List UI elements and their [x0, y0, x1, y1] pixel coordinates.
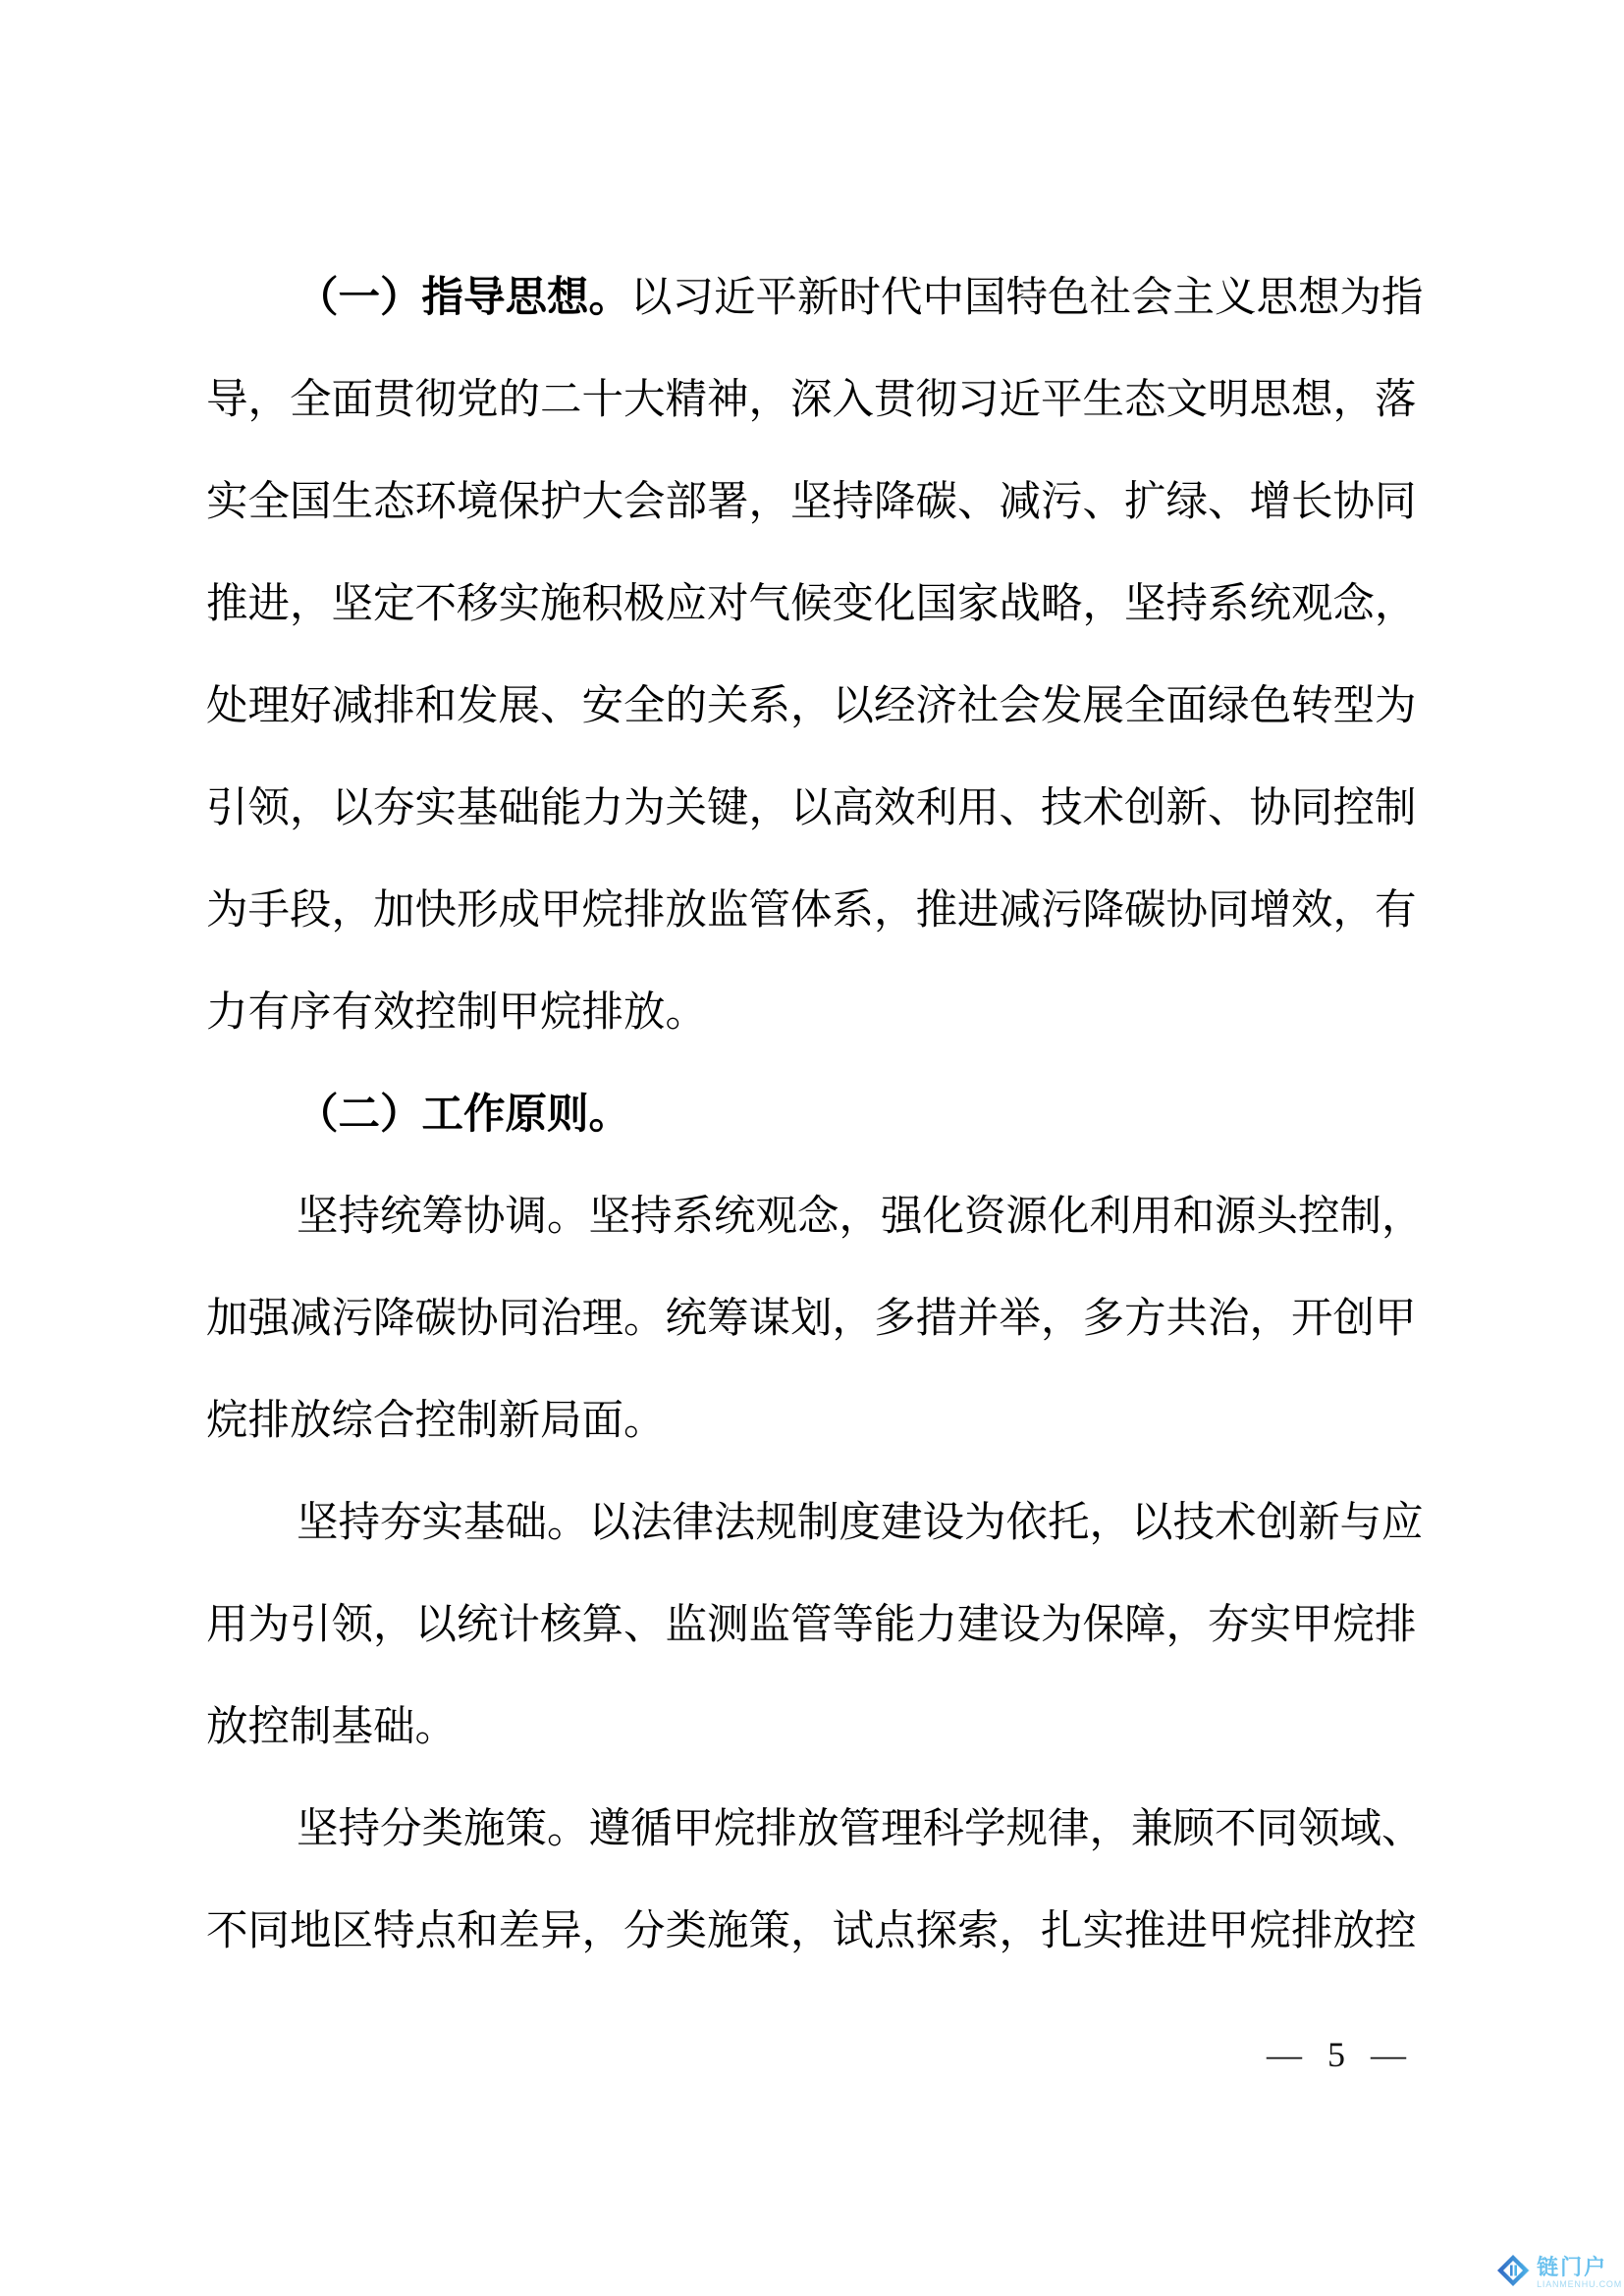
- body-text: 坚持统筹协调。坚持系统观念，强化资源化利用和源头控制，: [297, 1194, 1424, 1240]
- body-text: 坚持分类施策。遵循甲烷排放管理科学规律，兼顾不同领域、: [297, 1806, 1424, 1852]
- section-heading: [206, 1064, 1483, 1166]
- document-body: [206, 247, 1483, 1983]
- body-text: 引领，以夯实基础能力为关键，以高效利用、技术创新、协同控制: [206, 785, 1417, 831]
- text-line: [206, 349, 1483, 452]
- body-text: 坚持夯实基础。以法律法规制度建设为依托，以技术创新与应: [297, 1500, 1424, 1546]
- text-line: [206, 1881, 1483, 1983]
- watermark-text: [1537, 2257, 1622, 2289]
- body-text: 不同地区特点和差异，分类施策，试点探索，扎实推进甲烷排放控: [206, 1908, 1417, 1954]
- heading-text: （二）工作原则。: [297, 1092, 631, 1138]
- body-text: 推进，坚定不移实施积极应对气候变化国家战略，坚持系统观念，: [206, 581, 1417, 627]
- body-text: 力有序有效控制甲烷排放。: [206, 989, 708, 1036]
- body-text: 以习近平新时代中国特色社会主义思想为指: [630, 275, 1424, 321]
- body-text: 加强减污降碳协同治理。统筹谋划，多措并举，多方共治，开创甲: [206, 1296, 1417, 1342]
- text-line: [206, 1370, 1483, 1472]
- text-line: [206, 758, 1483, 860]
- text-line: [206, 962, 1483, 1064]
- watermark-domain: LIANMENHU.COM: [1537, 2279, 1622, 2289]
- body-text: 用为引领，以统计核算、监测监管等能力建设为保障，夯实甲烷排: [206, 1602, 1417, 1648]
- text-line: [206, 554, 1483, 656]
- page-number-dash-left: —: [1267, 2035, 1302, 2074]
- watermark-logo: [1496, 2253, 1622, 2293]
- text-line: [206, 452, 1483, 554]
- body-text: 烷排放综合控制新局面。: [206, 1398, 666, 1444]
- watermark-brand: 链门户: [1537, 2255, 1608, 2279]
- text-line: [206, 1779, 1483, 1881]
- body-text: 放控制基础。: [206, 1704, 458, 1750]
- text-line: [206, 1472, 1483, 1575]
- text-line: [206, 1268, 1483, 1370]
- body-text: 处理好减排和发展、安全的关系，以经济社会发展全面绿色转型为: [206, 683, 1417, 729]
- text-line: [206, 1677, 1483, 1779]
- page-number: [1267, 2034, 1406, 2075]
- page-number-value: 5: [1327, 2035, 1345, 2074]
- text-line: [206, 247, 1483, 349]
- page-number-dash-right: —: [1371, 2035, 1406, 2074]
- text-line: [206, 656, 1483, 758]
- text-line: [206, 1575, 1483, 1677]
- text-line: [206, 860, 1483, 962]
- body-text: 为手段，加快形成甲烷排放监管体系，推进减污降碳协同增效，有: [206, 887, 1417, 934]
- body-text: 导，全面贯彻党的二十大精神，深入贯彻习近平生态文明思想，落: [206, 377, 1417, 423]
- text-line: [206, 1166, 1483, 1268]
- body-text: 实全国生态环境保护大会部署，坚持降碳、减污、扩绿、增长协同: [206, 479, 1417, 525]
- heading-text: （一）指导思想。: [297, 275, 631, 321]
- lianmenhu-diamond-logo-icon: [1496, 2253, 1532, 2293]
